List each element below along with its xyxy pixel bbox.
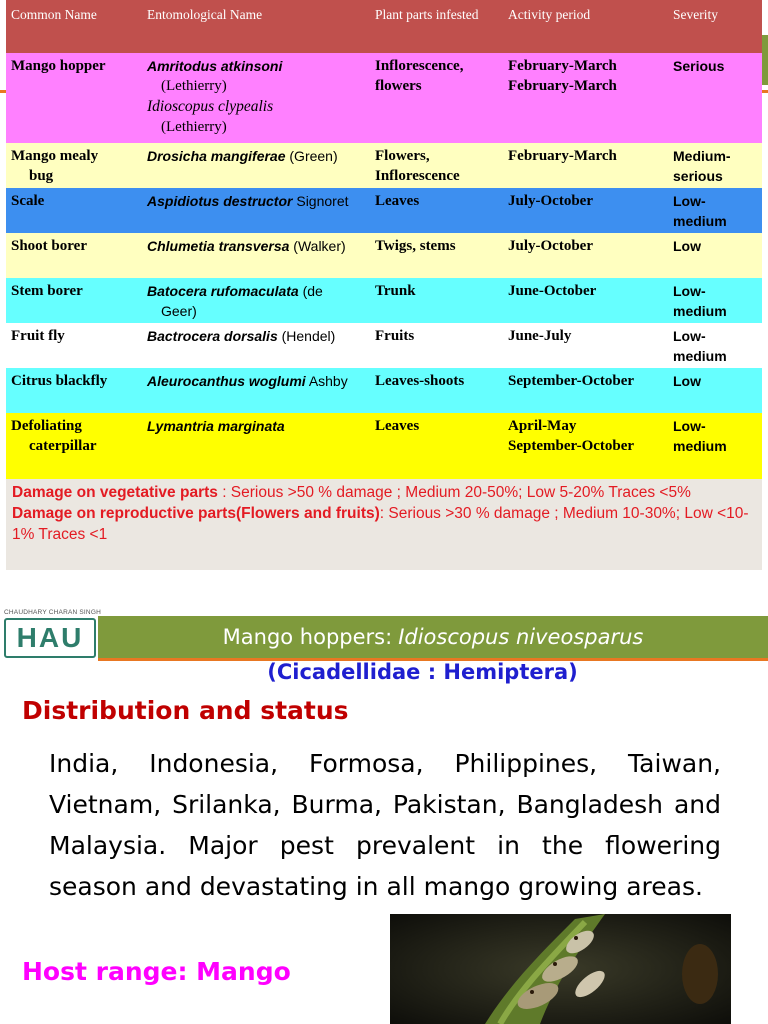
table-row — [6, 368, 762, 413]
species-name: Batocera rufomaculata — [147, 283, 299, 299]
cell-entomological-name — [142, 53, 370, 143]
cell-entomological-name — [142, 188, 370, 233]
severity-line: medium — [673, 438, 727, 454]
species-author: (Lethierry) — [161, 119, 227, 135]
table-header-row — [6, 0, 762, 53]
cell-activity-period — [503, 413, 668, 479]
cell-common-name: Scale — [6, 188, 142, 233]
cell-severity — [668, 413, 762, 479]
legend-vegetative-text: : Serious >50 % damage ; Medium 20-50%; Low 5-20% Traces <5% — [217, 484, 691, 501]
legend-vegetative — [12, 482, 756, 503]
cell-entomological-name — [142, 143, 370, 188]
distribution-heading: Distribution and status — [22, 696, 349, 725]
mango-hopper-slide — [0, 600, 768, 1024]
cell-severity: Low — [668, 233, 762, 278]
mango-hopper-photo — [390, 914, 731, 1024]
header-plant-parts: Plant parts infested — [370, 0, 503, 53]
cell-common-name: Stem borer — [6, 278, 142, 323]
severity-line: Low- — [673, 418, 706, 434]
species-name: Chlumetia transversa — [147, 238, 290, 254]
species-author: (de — [302, 283, 323, 299]
severity-line: Medium- — [673, 148, 731, 164]
severity-line: serious — [673, 168, 723, 184]
activity-line: September-October — [508, 438, 635, 454]
cell-entomological-name — [142, 413, 370, 479]
species-name: Lymantria marginata — [147, 418, 285, 434]
hau-logo-mark: HAU — [4, 618, 96, 658]
cell-activity-period: September-October — [503, 368, 668, 413]
cell-severity — [668, 323, 762, 368]
cell-severity — [668, 278, 762, 323]
cell-common-name: Shoot borer — [6, 233, 142, 278]
cell-plant-parts: Leaves — [370, 413, 503, 479]
table-row — [6, 233, 762, 278]
cell-entomological-name — [142, 278, 370, 323]
species-name: Idioscopus clypealis — [147, 98, 274, 115]
species-name: Bactrocera dorsalis — [147, 328, 278, 344]
header-severity: Severity — [668, 0, 762, 53]
mango-pest-table — [6, 0, 762, 479]
logo-caption: CHAUDHARY CHARAN SINGH — [4, 609, 101, 616]
cell-common-name — [6, 143, 142, 188]
cell-severity — [668, 188, 762, 233]
severity-line: Low- — [673, 328, 706, 344]
species-author: (Lethierry) — [161, 78, 227, 94]
activity-line: February-March — [508, 78, 617, 94]
activity-line: April-May — [508, 418, 577, 434]
damage-legend — [6, 479, 762, 570]
slide-decoration-green — [762, 35, 768, 85]
cell-plant-parts: Twigs, stems — [370, 233, 503, 278]
cell-entomological-name — [142, 233, 370, 278]
table-row — [6, 278, 762, 323]
hopper-photo-illustration — [390, 914, 731, 1024]
header-common-name: Common Name — [6, 0, 142, 53]
cell-entomological-name — [142, 323, 370, 368]
species-author: Signoret — [296, 193, 349, 209]
species-author: (Green) — [289, 148, 338, 164]
common-name-line: Defoliating — [11, 418, 82, 434]
cell-severity: Serious — [668, 53, 762, 143]
cell-plant-parts: Leaves-shoots — [370, 368, 503, 413]
table-row — [6, 188, 762, 233]
species-author: (Walker) — [293, 238, 346, 254]
host-range: Host range: Mango — [22, 957, 291, 986]
species-author: Ashby — [308, 373, 348, 389]
species-author: (Hendel) — [281, 328, 336, 344]
cell-activity-period: June-October — [503, 278, 668, 323]
species-name: Aleurocanthus woglumi — [147, 373, 306, 389]
cell-plant-parts — [370, 143, 503, 188]
severity-line: medium — [673, 348, 727, 364]
slide-subtitle: (Cicadellidae : Hemiptera) — [267, 660, 578, 684]
species-name: Drosicha mangiferae — [147, 148, 286, 164]
legend-vegetative-label: Damage on vegetative parts — [12, 484, 218, 501]
cell-common-name: Citrus blackfly — [6, 368, 142, 413]
table-row — [6, 143, 762, 188]
cell-activity-period: February-March — [503, 143, 668, 188]
species-name: Amritodus atkinsoni — [147, 58, 283, 74]
cell-plant-parts: Inflorescence, flowers — [370, 53, 503, 143]
common-name-line: caterpillar — [29, 438, 97, 454]
plant-parts-line: Inflorescence — [375, 168, 460, 184]
slide-decoration-orange — [762, 90, 768, 93]
cell-activity-period: June-July — [503, 323, 668, 368]
title-prefix: Mango hoppers: — [222, 625, 393, 649]
header-entomological-name: Entomological Name — [142, 0, 370, 53]
plant-parts-line: Flowers, — [375, 148, 430, 164]
cell-common-name — [6, 413, 142, 479]
severity-line: medium — [673, 303, 727, 319]
common-name-line: Mango mealy — [11, 148, 99, 164]
table-row — [6, 413, 762, 479]
legend-reproductive-text: : Serious >30 % damage ; Medium 10-30%; Low <10-1% Traces <1 — [12, 505, 749, 543]
severity-line: medium — [673, 213, 727, 229]
species-name: Aspidiotus destructor — [147, 193, 293, 209]
cell-severity: Low — [668, 368, 762, 413]
cell-activity-period — [503, 53, 668, 143]
title-species: Idioscopus niveosparus — [398, 625, 644, 649]
activity-line: February-March — [508, 58, 617, 74]
table-row — [6, 53, 762, 143]
table-row — [6, 323, 762, 368]
cell-activity-period: July-October — [503, 188, 668, 233]
severity-line: Low- — [673, 283, 706, 299]
cell-plant-parts: Trunk — [370, 278, 503, 323]
species-author: Geer) — [161, 303, 197, 319]
cell-plant-parts: Fruits — [370, 323, 503, 368]
cell-plant-parts: Leaves — [370, 188, 503, 233]
legend-reproductive — [12, 503, 756, 545]
severity-line: Low- — [673, 193, 706, 209]
cell-common-name: Fruit fly — [6, 323, 142, 368]
university-logo — [4, 609, 101, 659]
distribution-text: India, Indonesia, Formosa, Philippines, Taiwan, Vietnam, Srilanka, Burma, Pakistan, Bangladesh and Malaysia. Major pest prevalent in the flowering season and devastating in all mango growing areas. — [49, 749, 721, 901]
cell-common-name: Mango hopper — [6, 53, 142, 143]
slide-title — [98, 616, 768, 658]
header-activity-period: Activity period — [503, 0, 668, 53]
cell-activity-period: July-October — [503, 233, 668, 278]
cell-entomological-name — [142, 368, 370, 413]
legend-reproductive-label: Damage on reproductive parts(Flowers and fruits) — [12, 505, 380, 522]
common-name-line: bug — [29, 168, 54, 184]
cell-severity — [668, 143, 762, 188]
